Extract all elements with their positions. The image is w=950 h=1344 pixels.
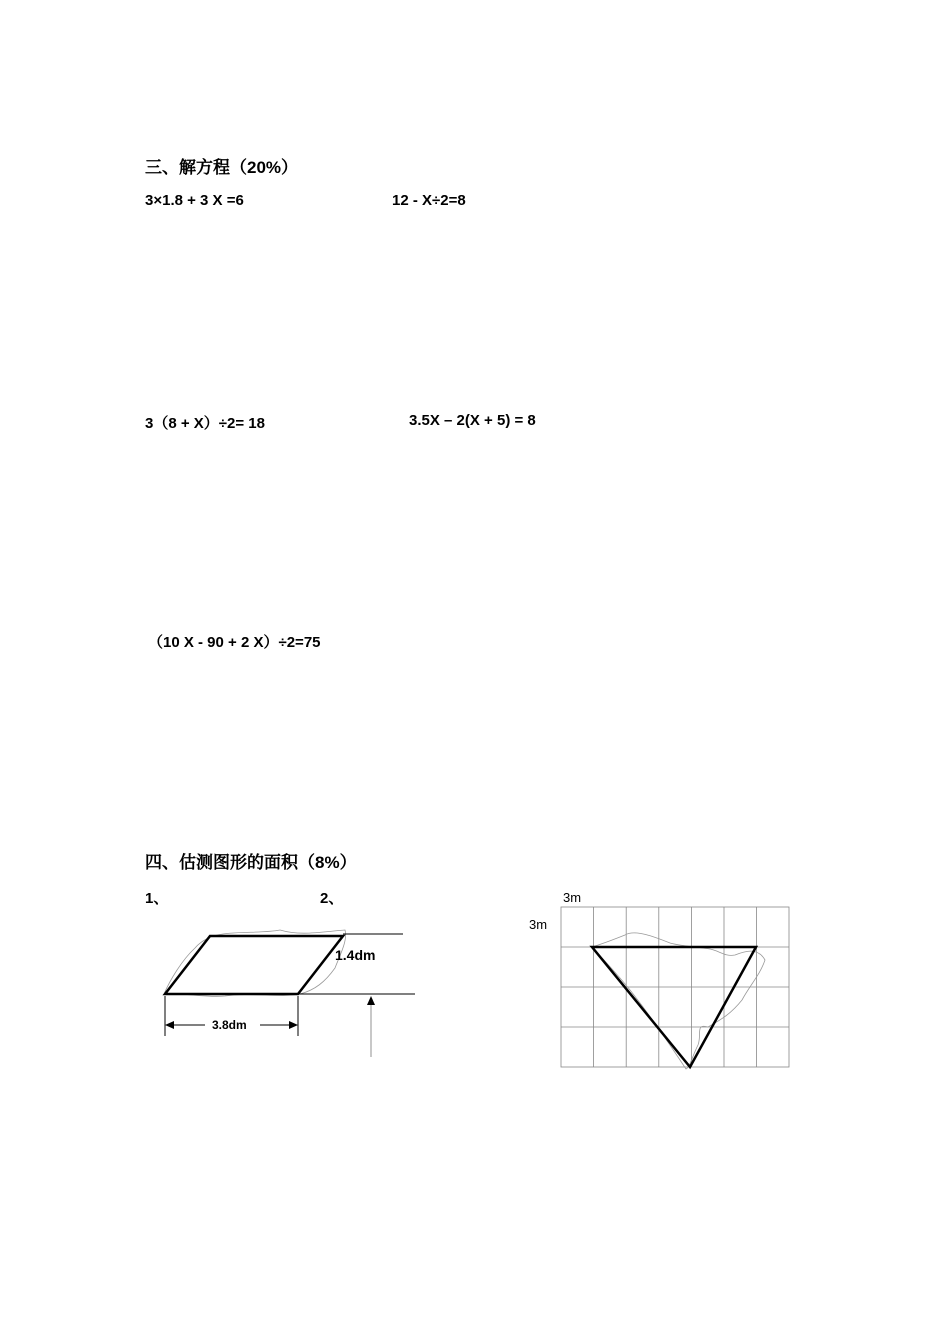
irregular-outline-2 xyxy=(592,933,765,1069)
base-dim-arrow-right xyxy=(289,1021,298,1029)
height-label: 1.4dm xyxy=(335,947,376,963)
base-dim-arrow-left xyxy=(165,1021,174,1029)
parallelogram-figure xyxy=(150,920,430,1065)
section-3-title: 三、解方程（20%） xyxy=(145,158,299,177)
grid xyxy=(561,907,789,1067)
item-1-label: 1、 xyxy=(145,890,169,907)
grid-height-label: 3m xyxy=(529,917,548,932)
grid-width-label: 3m xyxy=(563,890,582,905)
equation-2: 12 - X÷2=8 xyxy=(392,192,466,209)
grid-triangle-figure xyxy=(520,885,810,1075)
equation-1: 3×1.8 + 3 X =6 xyxy=(145,192,244,209)
base-label: 3.8dm xyxy=(212,1018,247,1032)
irregular-outline-1 xyxy=(164,930,346,996)
equation-3: 3（8 + X）÷2= 18 xyxy=(145,415,265,432)
equation-5: （10 X - 90 + 2 X）÷2=75 xyxy=(148,634,321,651)
item-2-label: 2、 xyxy=(320,890,344,907)
height-arrow-head xyxy=(367,996,375,1005)
triangle-shape xyxy=(592,947,756,1067)
parallelogram-shape xyxy=(165,936,343,994)
equation-4: 3.5X – 2(X + 5) = 8 xyxy=(409,412,536,429)
section-4-title: 四、估测图形的面积（8%） xyxy=(145,853,357,872)
